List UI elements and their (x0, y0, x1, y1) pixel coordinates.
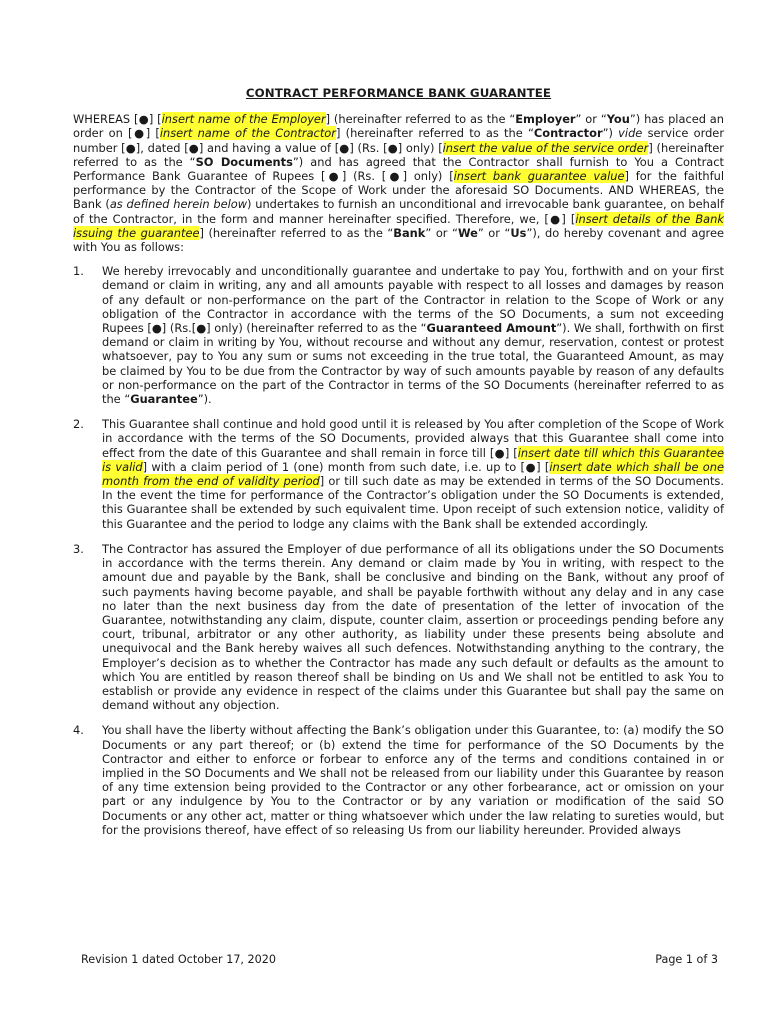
body-text: ”). We shall, forthwith on first demand or claim in writing by You, without recourse and without any demur, reservation, contest or protest whatsoever, pay to You any sum or sums not exceeding in the true total, the Guaranteed Amount, as may be claimed by You to be due from the Contractor by way of such amounts payable by reason of any defaults or non-performance on the part of the Contractor in terms of the SO Documents (hereinafter referred to as the “ (102, 321, 724, 407)
defined-term: Contractor (533, 126, 603, 141)
body-text: WHEREAS [●] [ (73, 112, 162, 127)
intro-paragraph (73, 112, 724, 254)
defined-term: You (606, 112, 630, 127)
body-text: ] or till such date as may be extended in terms of the SO Documents. In the event the time for performance of the Contractor’s obligation under the SO Documents is extended, this Guarantee shall be extended by such equivalent time. Upon receipt of such extension notice, validity of this Guarantee and the period to lodge any claims with the Bank shall be extended accordingly. (102, 474, 724, 531)
italic-text: as defined herein below (109, 197, 248, 212)
placeholder-highlight: insert the value of the service order (442, 140, 649, 155)
clause-list (73, 264, 724, 837)
body-text: ] for the faithful performance by the Contractor of the Scope of Work under the aforesaid SO Documents. AND WHEREAS, the Bank ( (73, 169, 724, 212)
defined-term: Guarantee (130, 392, 198, 407)
clause-number: 3. (73, 541, 84, 556)
body-text: ] (hereinafter referred to as the “ (335, 126, 534, 141)
placeholder-highlight: insert date till which this Guarantee is valid (102, 445, 724, 474)
body-text: You shall have the liberty without affecting the Bank’s obligation under this Guarantee, to: (a) modify the SO Documents or any part thereof; or (b) extend the time for performance of the SO Documents by the Contractor and either to enforce or forbear to enforce any of the terms and conditions contained in or implied in the SO Documents and We shall not be released from our liability under this Guarantee by reason of any time extension being provided to the Contractor or any other forbearance, act or omission on your part or any indulgence by You to the Contractor or by any variation or modification of the said SO Documents or any other act, matter or thing whatsoever which under the law relating to sureties would, but for the provisions thereof, have effect of so releasing Us from our liability hereunder. Provided always (102, 723, 724, 837)
body-text: service order number [●], dated [●] and having a value of [●] (Rs. [●] only) [ (73, 126, 724, 155)
body-text: ] (hereinafter referred to as the “ (199, 225, 394, 240)
body-text: ” or “ (575, 112, 607, 127)
page-footer (81, 953, 718, 967)
clause-item (73, 542, 724, 712)
placeholder-highlight: insert date which shall be one month from the end of validity period (102, 459, 724, 489)
clause-number: 1. (73, 264, 84, 279)
body-text: ” or “ (425, 225, 458, 240)
document-page (73, 86, 724, 848)
placeholder-highlight: insert name of the Employer (161, 112, 326, 127)
defined-term: Employer (515, 112, 576, 127)
body-text: ”) and has agreed that the Contractor shall furnish to You a Contract Performance Bank Guarantee of Rupees [●] (Rs. [●] only) [ (73, 154, 724, 184)
body-text: ”), do hereby covenant and agree with You as follows: (73, 225, 724, 255)
placeholder-highlight: insert bank guarantee value (453, 169, 625, 184)
body-text: ”) has placed an order on [●] [ (73, 112, 725, 141)
defined-term: SO Documents (195, 154, 293, 169)
placeholder-highlight: insert details of the Bank issuing the guarantee (73, 211, 724, 240)
clause-number: 4. (73, 723, 84, 738)
clause-item (73, 417, 724, 531)
revision-note: Revision 1 dated October 17, 2020 (81, 953, 277, 966)
body-text: ] (hereinafter referred to as the “ (325, 112, 516, 127)
body-text: ” or “ (477, 225, 511, 240)
defined-term: We (457, 225, 478, 240)
clause-item (73, 264, 724, 406)
page-number: Page 1 of 3 (655, 953, 718, 966)
body-text: The Contractor has assured the Employer of due performance of all its obligations under the SO Documents in accordance with the terms therein. Any demand or claim made by You in writing, with respect to the amount due and payable by the Bank, shall be conclusive and binding on the Bank, without any proof of such payments having become payable, and shall be payable forthwith without any delay and in any case no later than the next business day from the date of presentation of the letter of invocation of the Guarantee, notwithstanding any claim, dispute, counter claim, assertion or proceedings pending before any court, tribunal, arbitrator or any other authority, as liability under these presents being absolute and unequivocal and the Bank hereby waives all such defences. Notwithstanding anything to the contrary, the Employer’s decision as to whether the Contractor has made any such default or defaults as the amount to which You are entitled by reason thereof shall be binding on Us and We shall not be entitled to ask You to establish or provide any evidence in respect of the claims under this Guarantee but shall pay the same on demand without any objection. (102, 541, 724, 713)
body-text: We hereby irrevocably and unconditionally guarantee and undertake to pay You, forthwith and on your first demand or claim in writing, any and all amounts payable with respect to all losses and damages by reason of any default or non-performance on the part of the Contractor in relation to the Scope of Work or any obligation of the Contractor in accordance with the terms of the SO Documents, a sum not exceeding Rupees [●] (Rs.[●] only) (hereinafter referred to as the “ (102, 264, 724, 336)
italic-text: vide (618, 126, 643, 141)
defined-term: Bank (393, 225, 426, 240)
defined-term: Us (510, 225, 527, 240)
document-title: CONTRACT PERFORMANCE BANK GUARANTEE (245, 86, 552, 100)
body-text: This Guarantee shall continue and hold good until it is released by You after completion of the Scope of Work in accordance with the terms of the SO Documents, provided always that this Guarantee shall come into effect from the date of this Guarantee and shall remain in force till [●] [ (102, 417, 724, 460)
body-text: ] (hereinafter referred to as the “ (73, 140, 724, 169)
clause-number: 2. (73, 417, 84, 432)
body-text: ”) (602, 126, 619, 141)
body-text: ] with a claim period of 1 (one) month from such date, i.e. up to [●] [ (142, 459, 550, 474)
body-text: ) undertakes to furnish an unconditional and irrevocable bank guarantee, on behalf of the Contractor, in the form and manner hereinafter specified. Therefore, we, [●] [ (73, 197, 724, 226)
defined-term: Guaranteed Amount (426, 321, 557, 336)
clause-item (73, 723, 724, 837)
body-text: ”). (197, 392, 212, 407)
placeholder-highlight: insert name of the Contractor (159, 126, 336, 141)
